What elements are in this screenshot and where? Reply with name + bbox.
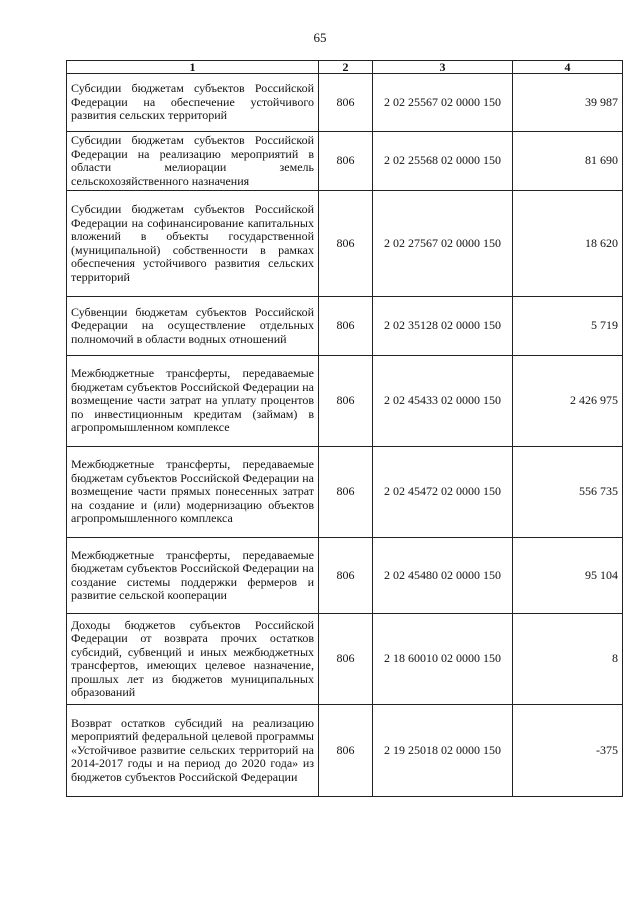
- table-row: [67, 356, 623, 447]
- revenue-name: Субсидии бюджетам субъектов Российской Федерации на софинансирование капитальных вложений в объекты государственной (муниципальной) собственности в рамках обеспечения устойчивого развития сельских территорий: [67, 191, 319, 297]
- page-number: 65: [313, 30, 327, 45]
- revenue-name: Доходы бюджетов субъектов Российской Федерации от возврата прочих остатков субсидий, субвенций и иных межбюджетных трансфертов, имеющих целевое назначение, прошлых лет из бюджетов муниципальных образований: [67, 614, 319, 705]
- admin-code: 806: [319, 74, 373, 132]
- budget-classification-code: 2 02 25568 02 0000 150: [373, 132, 513, 191]
- header-col-4: 4: [513, 61, 623, 74]
- admin-code: 806: [319, 297, 373, 356]
- budget-classification-code: 2 02 45433 02 0000 150: [373, 356, 513, 447]
- table-row: [67, 447, 623, 538]
- budget-classification-code: 2 02 45480 02 0000 150: [373, 538, 513, 614]
- budget-classification-code: 2 02 45472 02 0000 150: [373, 447, 513, 538]
- admin-code: 806: [319, 614, 373, 705]
- amount: 8: [513, 614, 623, 705]
- amount: 95 104: [513, 538, 623, 614]
- amount: -375: [513, 705, 623, 797]
- admin-code: 806: [319, 191, 373, 297]
- amount: 556 735: [513, 447, 623, 538]
- amount: 81 690: [513, 132, 623, 191]
- amount: 39 987: [513, 74, 623, 132]
- revenue-name: Субсидии бюджетам субъектов Российской Федерации на обеспечение устойчивого развития сельских территорий: [67, 74, 319, 132]
- header-col-1: 1: [67, 61, 319, 74]
- budget-classification-code: 2 02 27567 02 0000 150: [373, 191, 513, 297]
- revenue-name: Субсидии бюджетам субъектов Российской Федерации на реализацию мероприятий в области мелиорации земель сельскохозяйственного назначения: [67, 132, 319, 191]
- revenue-name: Межбюджетные трансферты, передаваемые бюджетам субъектов Российской Федерации на возмещение части прямых понесенных затрат на создание и (или) модернизацию объектов агропромышленного комплекса: [67, 447, 319, 538]
- admin-code: 806: [319, 356, 373, 447]
- header-col-3: 3: [373, 61, 513, 74]
- amount: 18 620: [513, 191, 623, 297]
- revenue-name: Межбюджетные трансферты, передаваемые бюджетам субъектов Российской Федерации на возмещение части затрат на уплату процентов по инвестиционным кредитам (займам) в агропромышленном комплексе: [67, 356, 319, 447]
- budget-classification-code: 2 02 35128 02 0000 150: [373, 297, 513, 356]
- table-row: [67, 538, 623, 614]
- header-col-2: 2: [319, 61, 373, 74]
- budget-classification-code: 2 19 25018 02 0000 150: [373, 705, 513, 797]
- admin-code: 806: [319, 705, 373, 797]
- amount: 2 426 975: [513, 356, 623, 447]
- table-row: [67, 614, 623, 705]
- revenue-name: Возврат остатков субсидий на реализацию мероприятий федеральной целевой программы «Устойчивое развитие сельских территорий на 2014-2017 годы и на период до 2020 года» из бюджетов субъектов Российской Федерации: [67, 705, 319, 797]
- admin-code: 806: [319, 538, 373, 614]
- admin-code: 806: [319, 447, 373, 538]
- amount: 5 719: [513, 297, 623, 356]
- budget-classification-code: 2 02 25567 02 0000 150: [373, 74, 513, 132]
- table-row: [67, 74, 623, 132]
- revenue-table: [66, 60, 623, 797]
- table-row: [67, 132, 623, 191]
- table-row: [67, 191, 623, 297]
- budget-classification-code: 2 18 60010 02 0000 150: [373, 614, 513, 705]
- table-row: [67, 705, 623, 797]
- table-row: [67, 297, 623, 356]
- table-header-row: [67, 61, 623, 74]
- revenue-name: Субвенции бюджетам субъектов Российской Федерации на осуществление отдельных полномочий в области водных отношений: [67, 297, 319, 356]
- revenue-name: Межбюджетные трансферты, передаваемые бюджетам субъектов Российской Федерации на создание системы поддержки фермеров и развитие сельской кооперации: [67, 538, 319, 614]
- admin-code: 806: [319, 132, 373, 191]
